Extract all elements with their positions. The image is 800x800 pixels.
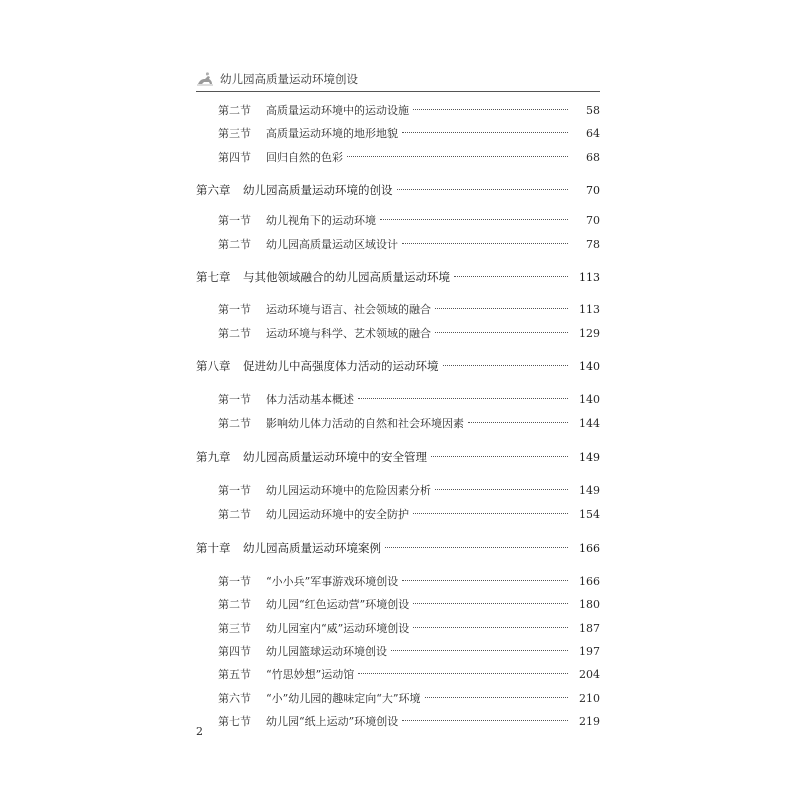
toc-entry-page: 180 [579,598,600,611]
toc-entry-page: 68 [586,151,600,164]
toc-leader-dots [347,156,568,157]
toc-entry-number: 第二节 [218,508,251,521]
toc-entry-title: 高质量运动环境中的运动设施 [266,104,409,117]
toc-entry-page: 149 [579,484,600,497]
toc-entry-title: 幼儿视角下的运动环境 [266,214,376,227]
toc-entry-number: 第四节 [218,151,251,164]
toc-entry-title: 幼儿园室内“威”运动环境创设 [266,622,410,635]
toc-chapter-entry [196,267,600,287]
toc-section-entry [196,689,600,709]
toc-entry-number: 第三节 [218,622,251,635]
toc-entry-page: 166 [579,575,600,588]
toc-entry-number: 第六节 [218,692,251,705]
toc-entry-number: 第七节 [218,715,251,728]
toc-section-entry [196,712,600,732]
toc-entry-title: 回归自然的色彩 [266,151,343,164]
toc-leader-dots [435,489,568,490]
toc-section-entry [196,414,600,434]
toc-entry-number: 第二节 [218,417,251,430]
toc-section-entry [196,505,600,525]
toc-section-entry [196,324,600,344]
toc-entry-number: 第六章 [196,183,231,197]
toc-entry-page: 113 [579,303,600,316]
toc-entry-title: 高质量运动环境的地形地貌 [266,127,398,140]
toc-entry-page: 210 [579,692,600,705]
toc-leader-dots [413,627,568,628]
toc-entry-page: 219 [579,715,600,728]
toc-section-entry [196,619,600,639]
toc-entry-number: 第二节 [218,598,251,611]
toc-leader-dots [454,276,568,277]
toc-leader-dots [402,243,568,244]
toc-leader-dots [397,189,569,190]
toc-entry-number: 第八章 [196,359,231,373]
toc-leader-dots [425,697,569,698]
toc-entry-page: 149 [579,451,600,464]
toc-entry-title: 幼儿园“纸上运动”环境创设 [266,715,399,728]
toc-entry-number: 第二节 [218,104,251,117]
toc-leader-dots [380,219,568,220]
toc-leader-dots [431,456,568,457]
toc-leader-dots [391,650,568,651]
toc-section-entry [196,101,600,121]
toc-entry-page: 144 [579,417,600,430]
toc-entry-page: 58 [586,104,600,117]
toc-leader-dots [385,547,568,548]
toc-section-entry [196,235,600,255]
toc-entry-page: 187 [579,622,600,635]
toc-chapter-entry [196,447,600,467]
header-title: 幼儿园高质量运动环境创设 [220,72,358,86]
toc-entry-title: 幼儿园高质量运动环境的创设 [243,183,393,197]
toc-leader-dots [413,513,568,514]
running-header [196,70,358,88]
toc-leader-dots [443,365,569,366]
toc-leader-dots [413,109,568,110]
toc-entry-number: 第一节 [218,393,251,406]
toc-leader-dots [402,580,568,581]
toc-entry-page: 197 [579,645,600,658]
toc-entry-title: 影响幼儿体力活动的自然和社会环境因素 [266,417,464,430]
toc-entry-number: 第九章 [196,450,231,464]
toc-section-entry [196,390,600,410]
toc-leader-dots [402,720,568,721]
toc-entry-title: “小小兵”军事游戏环境创设 [266,575,399,588]
toc-entry-title: 幼儿园高质量运动区域设计 [266,238,398,251]
toc-entry-title: 幼儿园运动环境中的安全防护 [266,508,409,521]
toc-section-entry [196,124,600,144]
toc-entry-number: 第一节 [218,303,251,316]
toc-entry-page: 166 [579,542,600,555]
toc-entry-title: 幼儿园“红色运动营”环境创设 [266,598,410,611]
toc-entry-title: 运动环境与科学、艺术领域的融合 [266,327,431,340]
toc-entry-number: 第七章 [196,270,231,284]
toc-entry-number: 第一节 [218,214,251,227]
toc-entry-number: 第二节 [218,238,251,251]
toc-entry-title: 幼儿园高质量运动环境中的安全管理 [243,450,427,464]
toc-entry-number: 第一节 [218,575,251,588]
toc-entry-page: 129 [579,327,600,340]
toc-entry-number: 第五节 [218,668,251,681]
horse-rider-logo-icon [196,71,214,87]
toc-entry-page: 64 [586,127,600,140]
toc-entry-title: 幼儿园高质量运动环境案例 [243,541,381,555]
toc-leader-dots [435,332,568,333]
toc-entry-title: 与其他领域融合的幼儿园高质量运动环境 [243,270,450,284]
page-number: 2 [196,725,203,738]
toc-chapter-entry [196,538,600,558]
toc-leader-dots [358,398,568,399]
toc-leader-dots [435,308,568,309]
toc-leader-dots [413,603,568,604]
toc-chapter-entry [196,356,600,376]
toc-entry-page: 113 [579,271,600,284]
toc-section-entry [196,665,600,685]
toc-section-entry [196,211,600,231]
toc-entry-number: 第二节 [218,327,251,340]
toc-entry-page: 140 [579,393,600,406]
toc-entry-number: 第一节 [218,484,251,497]
toc-section-entry [196,595,600,615]
toc-entry-number: 第十章 [196,541,231,555]
toc-leader-dots [358,673,568,674]
toc-entry-page: 78 [586,238,600,251]
toc-entry-title: “小”幼儿园的趣味定向“大”环境 [266,692,421,705]
toc-section-entry [196,481,600,501]
toc-entry-page: 70 [586,214,600,227]
toc-entry-title: 运动环境与语言、社会领域的融合 [266,303,431,316]
toc-section-entry [196,300,600,320]
toc-entry-number: 第三节 [218,127,251,140]
toc-leader-dots [468,422,568,423]
toc-chapter-entry [196,180,600,200]
toc-leader-dots [402,132,568,133]
toc-section-entry [196,148,600,168]
toc-entry-title: 幼儿园篮球运动环境创设 [266,645,387,658]
toc-section-entry [196,572,600,592]
toc-entry-title: 促进幼儿中高强度体力活动的运动环境 [243,359,439,373]
toc-entry-title: “竹思妙想”运动馆 [266,668,355,681]
toc-section-entry [196,642,600,662]
toc-entry-page: 154 [579,508,600,521]
toc-entry-page: 140 [579,360,600,373]
toc-entry-page: 204 [579,668,600,681]
header-rule [196,91,600,92]
toc-entry-number: 第四节 [218,645,251,658]
toc-entry-page: 70 [586,184,600,197]
toc-entry-title: 幼儿园运动环境中的危险因素分析 [266,484,431,497]
toc-entry-title: 体力活动基本概述 [266,393,354,406]
